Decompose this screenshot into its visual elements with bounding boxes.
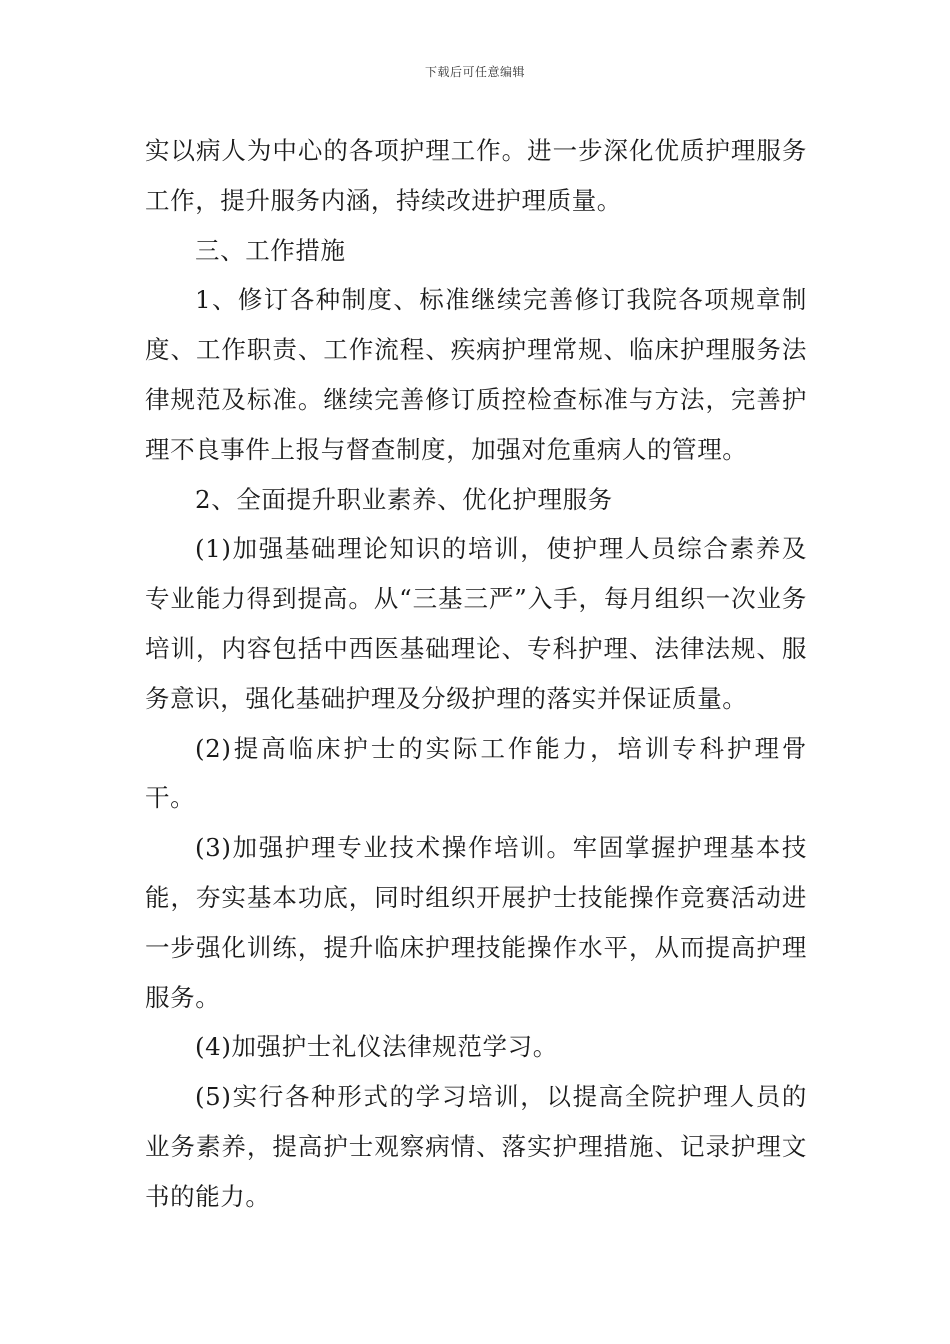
section-heading-measures: 三、工作措施 — [195, 235, 346, 265]
paragraph-item-2: 2、全面提升职业素养、优化护理服务 — [195, 484, 613, 514]
page-header: 下载后可任意编辑 — [424, 65, 525, 79]
paragraph-continuation: 实以病人为中心的各项护理工作。进一步深化优质护理服务工作，提升服务内涵，持续改进护理质量。 — [145, 136, 807, 215]
paragraph-item-1: 1、修订各种制度、标准继续完善修订我院各项规章制度、工作职责、工作流程、疾病护理常规、临床护理服务法律规范及标准。继续完善修订质控检查标准与方法，完善护理不良事件上报与督查制度，加强对危重病人的管理。 — [145, 285, 807, 464]
paragraph-subitem-1: (1)加强基础理论知识的培训，使护理人员综合素养及专业能力得到提高。从“三基三严”入手，每月组织一次业务培训，内容包括中西医基础理论、专科护理、法律法规、服务意识，强化基础护理及分级护理的落实并保证质量。 — [145, 534, 807, 713]
paragraph-subitem-4: (4)加强护士礼仪法律规范学习。 — [195, 1032, 558, 1062]
paragraph-subitem-5: (5)实行各种形式的学习培训，以提高全院护理人员的业务素养，提高护士观察病情、落实护理措施、记录护理文书的能力。 — [145, 1082, 807, 1211]
paragraph-subitem-2: (2)提高临床护士的实际工作能力，培训专科护理骨干。 — [145, 733, 807, 813]
paragraph-subitem-3: (3)加强护理专业技术操作培训。牢固掌握护理基本技能，夯实基本功底，同时组织开展护士技能操作竞赛活动进一步强化训练，提升临床护理技能操作水平，从而提高护理服务。 — [145, 833, 807, 1012]
document-body — [145, 126, 807, 1222]
